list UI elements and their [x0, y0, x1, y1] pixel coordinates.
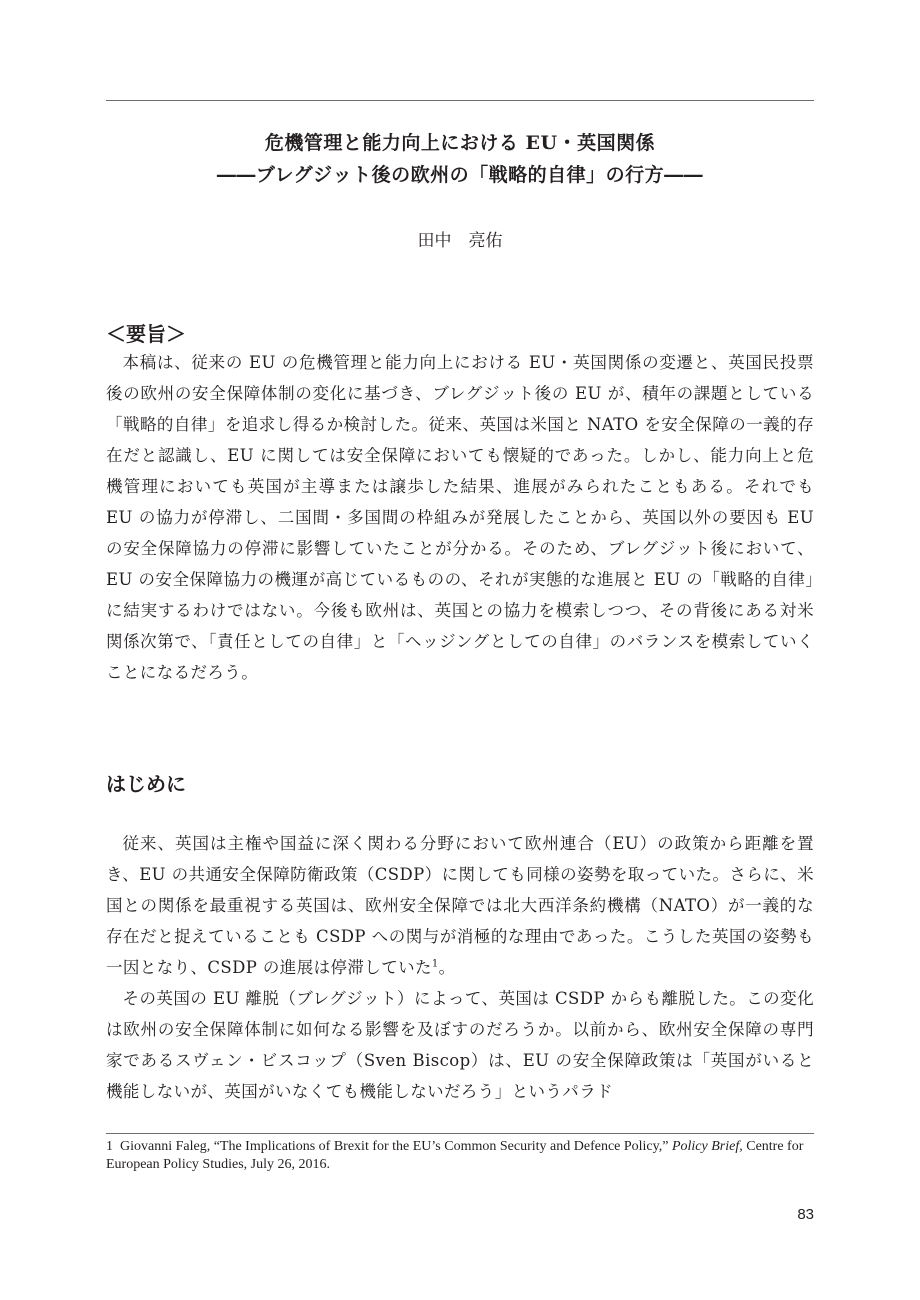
- footnote: [106, 1138, 814, 1174]
- section-heading-introduction: はじめに: [106, 772, 186, 796]
- introduction-body: [106, 828, 814, 1107]
- footnote-text-a: Giovanni Faleg, “The Implications of Brexit for the EU’s Common Security and Defence Policy,”: [120, 1139, 672, 1154]
- footnote-text-b: Centre for European Policy Studies, July 26, 2016.: [106, 1139, 804, 1172]
- footnote-rule: [106, 1133, 814, 1134]
- article-subtitle: ――ブレグジット後の欧州の「戦略的自律」の行方――: [216, 164, 704, 186]
- abstract-paragraph: 本稿は、従来の EU の危機管理と能力向上における EU・英国関係の変遷と、英国民投票後の欧州の安全保障体制の変化に基づき、ブレグジット後の EU が、積年の課題としている「戦略的自律」を追求し得るか検討した。従来、英国は米国と NATO を安全保障の一義的存在だと認識し、EU に関しては安全保障においても懐疑的であった。しかし、能力向上と危機管理においても英国が主導または譲歩した結果、進展がみられたこともある。それでも EU の協力が停滞し、二国間・多国間の枠組みが発展したことから、英国以外の要因も EU の安全保障協力の停滞に影響していたことが分かる。そのため、ブレグジット後において、EU の安全保障協力の機運が高じているものの、それが実態的な進展と EU の「戦略的自律」に結実するわけではない。今後も欧州は、英国との協力を模索しつつ、その背後にある対米関係次第で、「責任としての自律」と「ヘッジングとしての自律」のバランスを模索していくことになるだろう。: [106, 353, 814, 682]
- abstract-body: [106, 347, 814, 688]
- intro-paragraph-1-text: 従来、英国は主権や国益に深く関わる分野において欧州連合（EU）の政策から距離を置き、EU の共通安全保障防衛政策（CSDP）に関しても同様の姿勢を取っていた。さらに、米国との関係を最重視する英国は、欧州安全保障では北大西洋条約機構（NATO）が一義的な存在だと捉えていることも CSDP への関与が消極的な理由であった。こうした英国の姿勢も一因となり、CSDP の進展は停滞していた: [106, 834, 814, 977]
- footnote-reference[interactable]: 1: [431, 958, 439, 970]
- intro-paragraph-1-end: 。: [438, 958, 456, 977]
- footnote-number: 1: [106, 1139, 113, 1154]
- top-rule: [106, 100, 814, 101]
- abstract-heading: ＜要旨＞: [106, 322, 186, 346]
- page-number: 83: [797, 1206, 814, 1223]
- author-name: 田中 亮佑: [417, 231, 503, 251]
- intro-paragraph-1: [106, 828, 814, 983]
- footnote-italic-title: Policy Brief,: [671, 1139, 743, 1154]
- intro-paragraph-2: その英国の EU 離脱（ブレグジット）によって、英国は CSDP からも離脱した。この変化は欧州の安全保障体制に如何なる影響を及ぼすのだろうか。以前から、欧州安全保障の専門家であるスヴェン・ビスコップ（Sven Biscop）は、EU の安全保障政策は「英国がいると機能しないが、英国がいなくても機能しないだろう」というパラド: [106, 989, 814, 1101]
- article-title: 危機管理と能力向上における EU・英国関係: [264, 132, 656, 154]
